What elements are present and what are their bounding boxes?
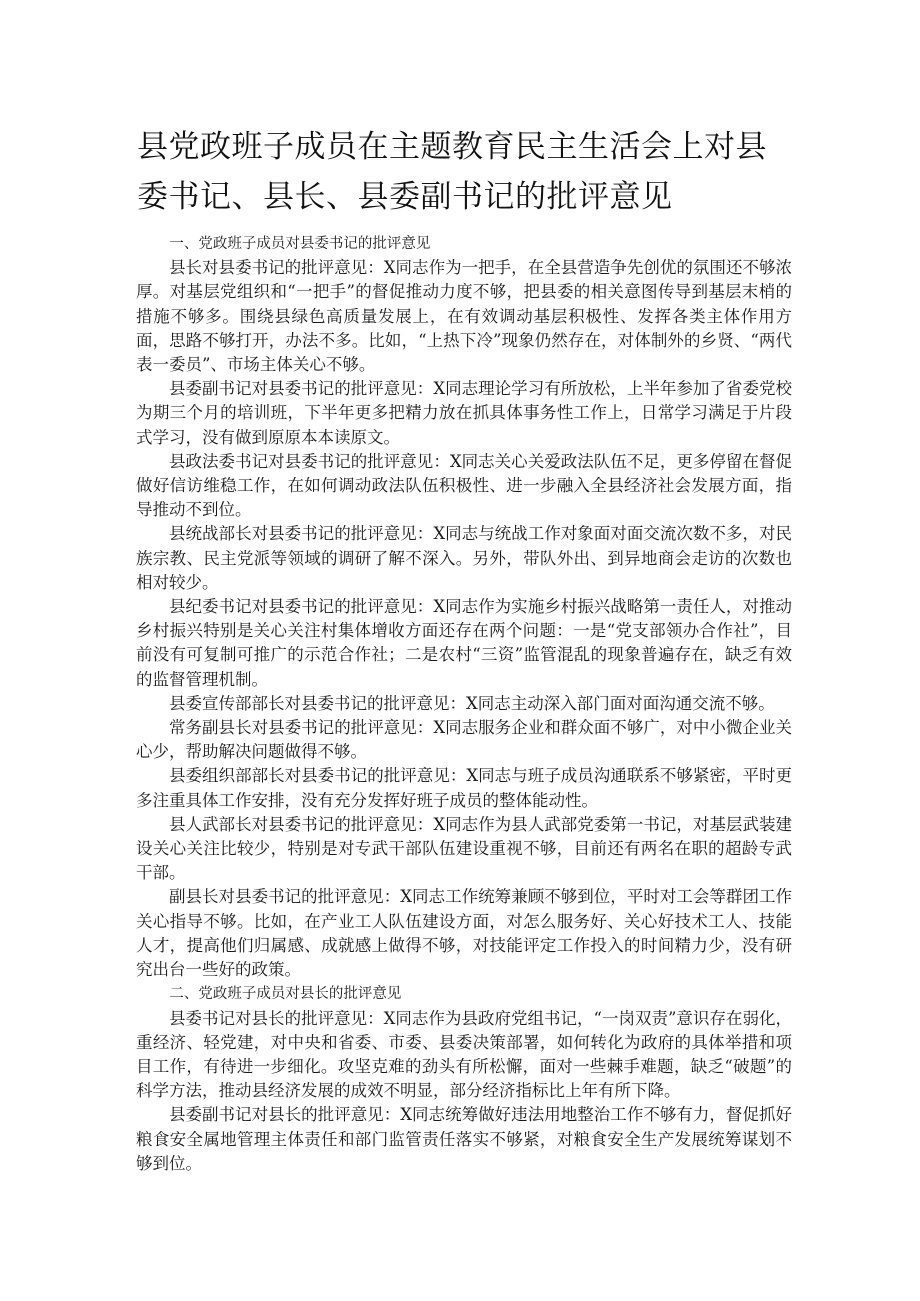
- paragraph: 县长对县委书记的批评意见：X同志作为一把手，在全县营造争先创优的氛围还不够浓厚。对基层党组织和“一把手”的督促推动力度不够，把县委的相关意图传导到基层末梢的措施不够多。围绕县绿色高质量发展上，在有效调动基层积极性、发挥各类主体作用方面，思路不够打开，办法不多。比如，“上热下冷”现象仍然存在，对体制外的乡贤、“两代表一委员”、市场主体关心不够。: [136, 258, 792, 375]
- paragraph: 常务副县长对县委书记的批评意见：X同志服务企业和群众面不够广，对中小微企业关心少，帮助解决问题做得不够。: [136, 718, 792, 762]
- paragraph: 县委副书记对县委书记的批评意见：X同志理论学习有所放松，上半年参加了省委党校为期三个月的培训班，下半年更多把精力放在抓具体事务性工作上，日常学习满足于片段式学习，没有做到原原本本读原文。: [136, 379, 792, 447]
- paragraph: 县人武部长对县委书记的批评意见：X同志作为县人武部党委第一书记，对基层武装建设关心关注比较少，特别是对专武干部队伍建设重视不够，目前还有两名在职的超龄专武干部。: [136, 814, 792, 883]
- paragraph: 县统战部长对县委书记的批评意见：X同志与统战工作对象面对面交流次数不多，对民族宗教、民主党派等领域的调研了解不深入。另外，带队外出、到异地商会走访的次数也相对较少。: [136, 524, 792, 592]
- paragraph: 县委副书记对县长的批评意见：X同志统筹做好违法用地整治工作不够有力，督促抓好粮食安全属地管理主体责任和部门监管责任落实不够紧，对粮食安全生产发展统筹谋划不够到位。: [136, 1105, 792, 1173]
- paragraph: 县委书记对县长的批评意见：X同志作为县政府党组书记，“一岗双责”意识存在弱化，重经济、轻党建，对中央和省委、市委、县委决策部署，如何转化为政府的具体举措和项目工作，有待进一步细化。攻坚克难的劲头有所松懈，面对一些棘手难题，缺乏“破题”的科学方法，推动县经济发展的成效不明显，部分经济指标比上年有所下降。: [136, 1008, 792, 1101]
- paragraph: 县纪委书记对县委书记的批评意见：X同志作为实施乡村振兴战略第一责任人，对推动乡村振兴特别是关心关注村集体增收方面还存在两个问题：一是“党支部领办合作社”，目前没有可复制可推广的示范合作社；二是农村“三资”监管混乱的现象普遍存在，缺乏有效的监督管理机制。: [136, 597, 792, 689]
- paragraph: 副县长对县委书记的批评意见：X同志工作统筹兼顾不够到位，平时对工会等群团工作关心指导不够。比如，在产业工人队伍建设方面，对怎么服务好、关心好技术工人、技能人才，提高他们归属感、成就感上做得不够，对技能评定工作投入的时间精力少，没有研究出台一些好的政策。: [136, 887, 792, 980]
- document-body: [136, 232, 792, 1176]
- paragraph: 县委组织部部长对县委书记的批评意见：X同志与班子成员沟通联系不够紧密，平时更多注重具体工作安排，没有充分发挥好班子成员的整体能动性。: [136, 766, 792, 810]
- section-heading-2: 二、党政班子成员对县长的批评意见: [169, 986, 402, 1003]
- paragraph: 县委宣传部部长对县委书记的批评意见：X同志主动深入部门面对面沟通交流不够。: [169, 693, 775, 713]
- document-title: 县党政班子成员在主题教育民主生活会上对县委书记、县长、县委副书记的批评意见: [137, 129, 767, 215]
- paragraph: 县政法委书记对县委书记的批评意见：X同志关心关爱政法队伍不足，更多停留在督促做好信访维稳工作，在如何调动政法队伍积极性、进一步融入全县经济社会发展方面，指导推动不到位。: [136, 451, 792, 520]
- section-heading-1: 一、党政班子成员对县委书记的批评意见: [169, 236, 431, 252]
